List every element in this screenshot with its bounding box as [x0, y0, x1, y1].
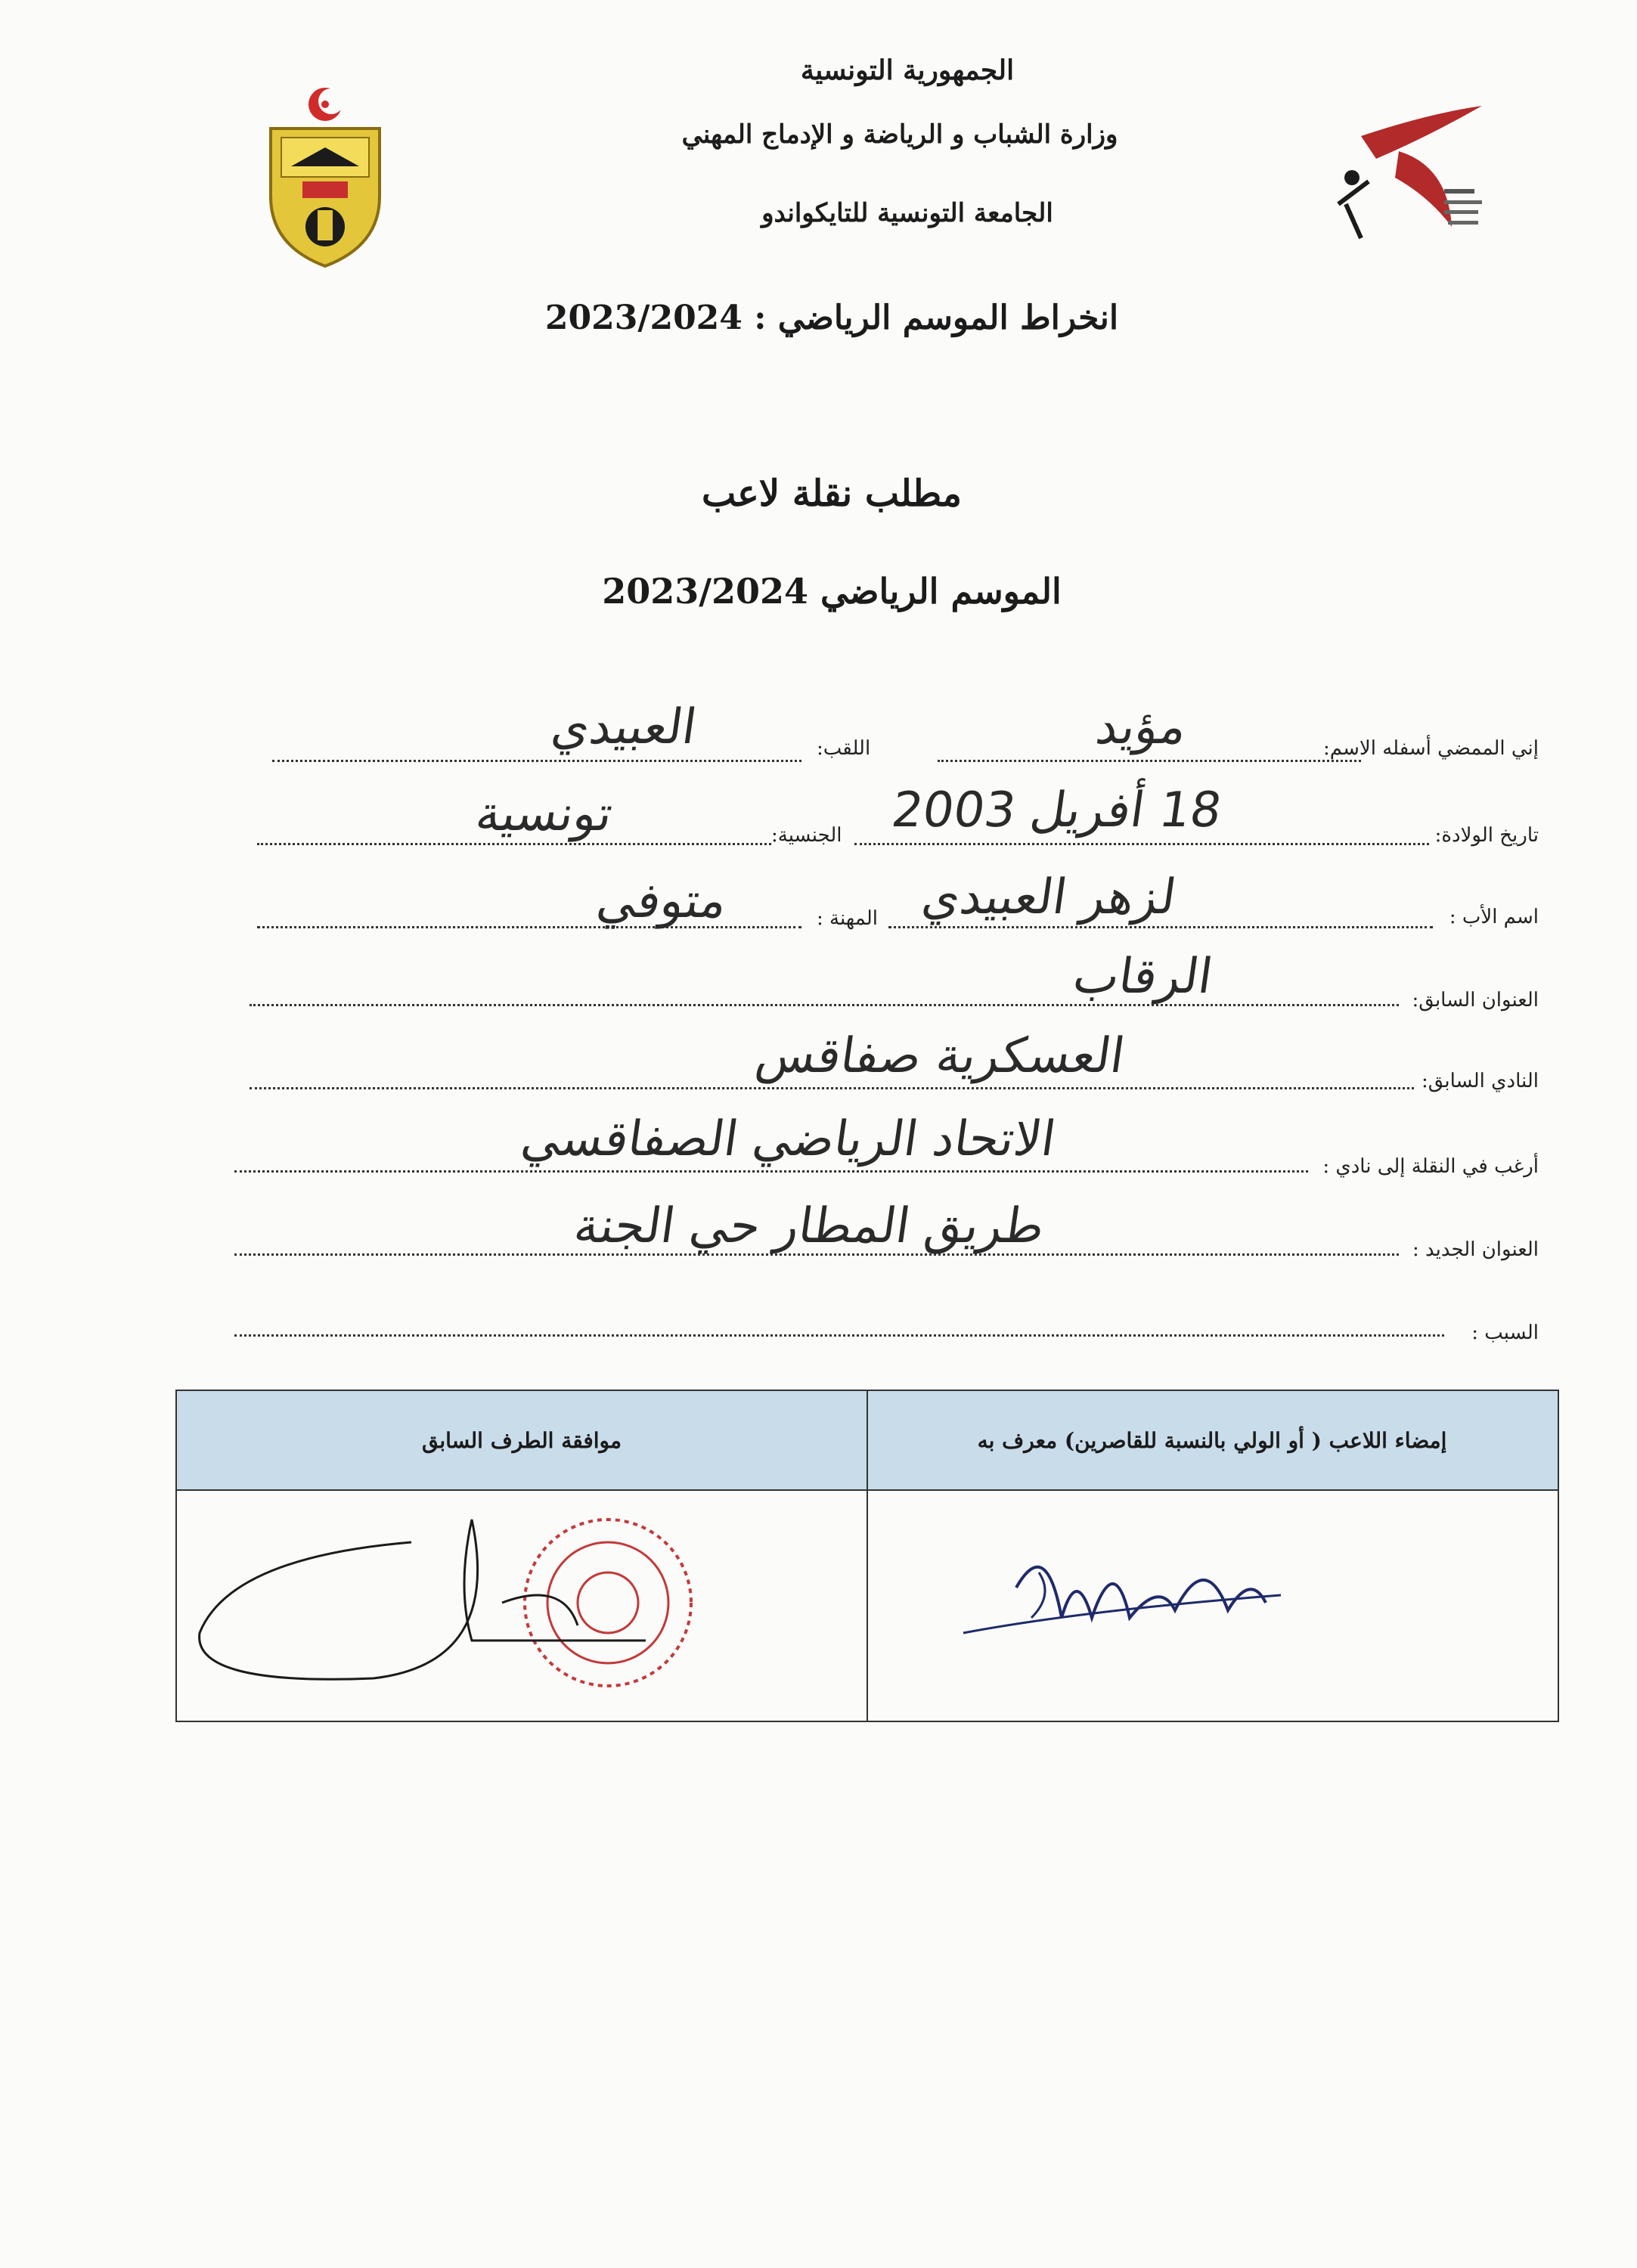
reason-label: السبب :	[1471, 1321, 1539, 1344]
table-header-player-signature: إمضاء اللاعب ( أو الولي بالنسبة للقاصرين) معرف به	[867, 1391, 1558, 1491]
header-republic: الجمهورية التونسية	[800, 54, 1015, 86]
table-divider	[867, 1391, 868, 1721]
nationality-value: تونسية	[472, 786, 616, 842]
birth-field-line	[854, 843, 1429, 845]
surname-value: العبيدي	[547, 699, 700, 755]
wish-club-label: أرغب في النقلة إلى نادي :	[1322, 1155, 1539, 1178]
season-registration-line: انخراط الموسم الرياضي : 2023/2024	[544, 299, 1119, 337]
old-address-value: الرقاب	[1069, 949, 1217, 1005]
nationality-label: الجنسية:	[771, 824, 842, 847]
nationality-field-line	[257, 843, 771, 845]
name-label: إني الممضي أسفله الاسم:	[1323, 737, 1539, 760]
father-value: لزهر العبيدي	[918, 869, 1180, 925]
federation-logo-icon	[1316, 106, 1497, 272]
name-field-line	[938, 760, 1361, 762]
wish-club-field-line	[234, 1170, 1308, 1173]
job-value: متوفي	[593, 873, 730, 929]
birth-value: 18 أفريل 2003	[888, 782, 1226, 838]
old-club-value: العسكرية صفاقس	[752, 1028, 1128, 1084]
wish-club-value: الاتحاد الرياضي الصفاقسي	[517, 1111, 1059, 1167]
reason-field-line	[234, 1334, 1444, 1337]
surname-label: اللقب:	[817, 737, 871, 760]
old-address-label: العنوان السابق:	[1412, 989, 1539, 1012]
old-club-field-line	[250, 1087, 1414, 1089]
header-federation: الجامعة التونسية للتايكواندو	[761, 198, 1053, 228]
new-address-value: طريق المطار حي الجنة	[570, 1198, 1048, 1254]
name-value: مؤيد	[1092, 699, 1190, 755]
birth-label: تاريخ الولادة:	[1434, 824, 1539, 847]
father-label: اسم الأب :	[1449, 906, 1539, 928]
job-label: المهنة :	[817, 907, 878, 930]
old-address-field-line	[250, 1004, 1399, 1006]
season-subtitle: الموسم الرياضي 2023/2024	[602, 571, 1062, 612]
header-ministry: وزارة الشباب و الرياضة و الإدماج المهني	[681, 119, 1118, 150]
previous-party-signature-stamp-icon	[184, 1497, 850, 1716]
player-signature-icon	[933, 1504, 1311, 1678]
table-header-previous-party: موافقة الطرف السابق	[177, 1391, 867, 1491]
signature-table	[175, 1390, 1559, 1722]
page-title: مطلب نقلة لاعب	[702, 472, 962, 515]
new-address-label: العنوان الجديد :	[1412, 1238, 1539, 1261]
tunisia-coat-of-arms-icon	[257, 76, 393, 272]
old-club-label: النادي السابق:	[1421, 1070, 1539, 1092]
surname-field-line	[272, 760, 801, 762]
father-field-line	[888, 926, 1433, 928]
